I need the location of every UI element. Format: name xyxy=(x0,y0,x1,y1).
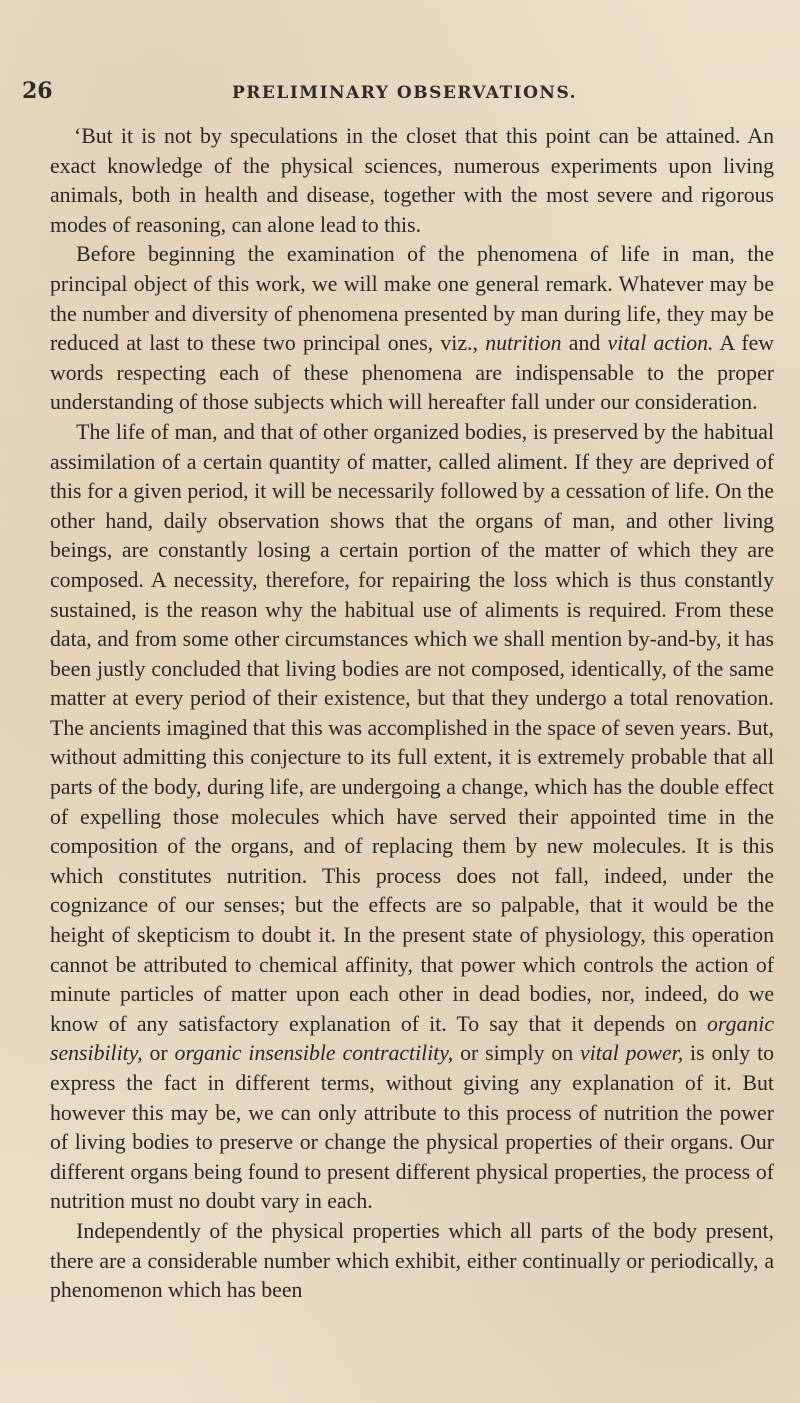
text-run: Independently of the physical properties which all parts of the body present, there are a considerable number which exhibit, either continually or periodically, a phenomenon which has been xyxy=(50,1218,774,1303)
italic-term: organic sensibility, xyxy=(50,1011,774,1066)
italic-term: organic insensible contractility, xyxy=(174,1041,454,1066)
running-title: PRELIMINARY OBSERVATIONS. xyxy=(232,83,578,103)
italic-term: vital power, xyxy=(580,1041,684,1066)
running-head xyxy=(22,78,774,114)
italic-term: vital action. xyxy=(607,331,714,356)
italic-term: nutrition xyxy=(485,331,562,356)
text-run: A few words respecting each of these phenomena are indispensable to the proper understanding of those subjects which will hereafter fall under our consideration. xyxy=(50,331,774,415)
paragraph xyxy=(50,240,774,418)
text-run: or xyxy=(142,1041,175,1066)
text-run: or simply on xyxy=(453,1041,581,1066)
text-run: and xyxy=(561,331,608,356)
text-run: ‘But it is not by speculations in the closet that this point can be attained. An exact knowledge of the physical sciences, numerous experiments upon living animals, both in health and disease, together with the most severe and rigorous modes of reasoning, can alone lead to this. xyxy=(50,124,774,237)
paragraph xyxy=(50,122,774,240)
page-number: 26 xyxy=(22,78,53,104)
text-run: is only to express the fact in different terms, without giving any explanation of it. But however this may be, we can only attribute to this process of nutrition the power of living bodies to preserve or change the physical properties of their organs. Our different organs being found to present different physical properties, the process of nutrition must no doubt vary in each. xyxy=(50,1041,775,1214)
text-run: The life of man, and that of other organized bodies, is preserved by the habitual assimilation of a certain quantity of matter, called aliment. If they are deprived of this for a given period, it will be necessarily followed by a cessation of life. On the other hand, daily observation shows that the organs of man, and other living beings, are constantly losing a certain portion of the matter of which they are composed. A necessity, therefore, for repairing the loss which is thus constantly sustained, is the reason why the habitual use of aliments is required. From these data, and from some other circumstances which we shall mention by-and-by, it has been justly concluded that living bodies are not composed, identically, of the same matter at every period of their existence, but that they undergo a total renovation. The ancients imagined that this was accomplished in the space of seven years. But, without admitting this conjecture to its full extent, it is extremely probable that all parts of the body, during life, are undergoing a change, which has the double effect of expelling those molecules which have served their appointed time in the composition of the organs, and of replacing them by new molecules. It is this which constitutes nutrition. This process does not fall, indeed, under the cognizance of our senses; but the effects are so palpable, that it would be the height of skepticism to doubt it. In the present state of physiology, this operation cannot be attributed to chemical affinity, that power which controls the action of minute particles of matter upon each other in dead bodies, nor, indeed, do we know of any satisfactory explanation of it. To say that it depends on xyxy=(50,419,774,1036)
paragraph xyxy=(50,1217,774,1306)
body-text xyxy=(50,122,774,1306)
paragraph xyxy=(50,418,774,1217)
book-page xyxy=(22,78,775,1306)
text-run: Before beginning the examination of the phenomena of life in man, the principal object of this work, we will make one general remark. Whatever may be the number and diversity of phenomena presented by man during life, they may be reduced at last to these two principal ones, viz., xyxy=(50,242,774,356)
